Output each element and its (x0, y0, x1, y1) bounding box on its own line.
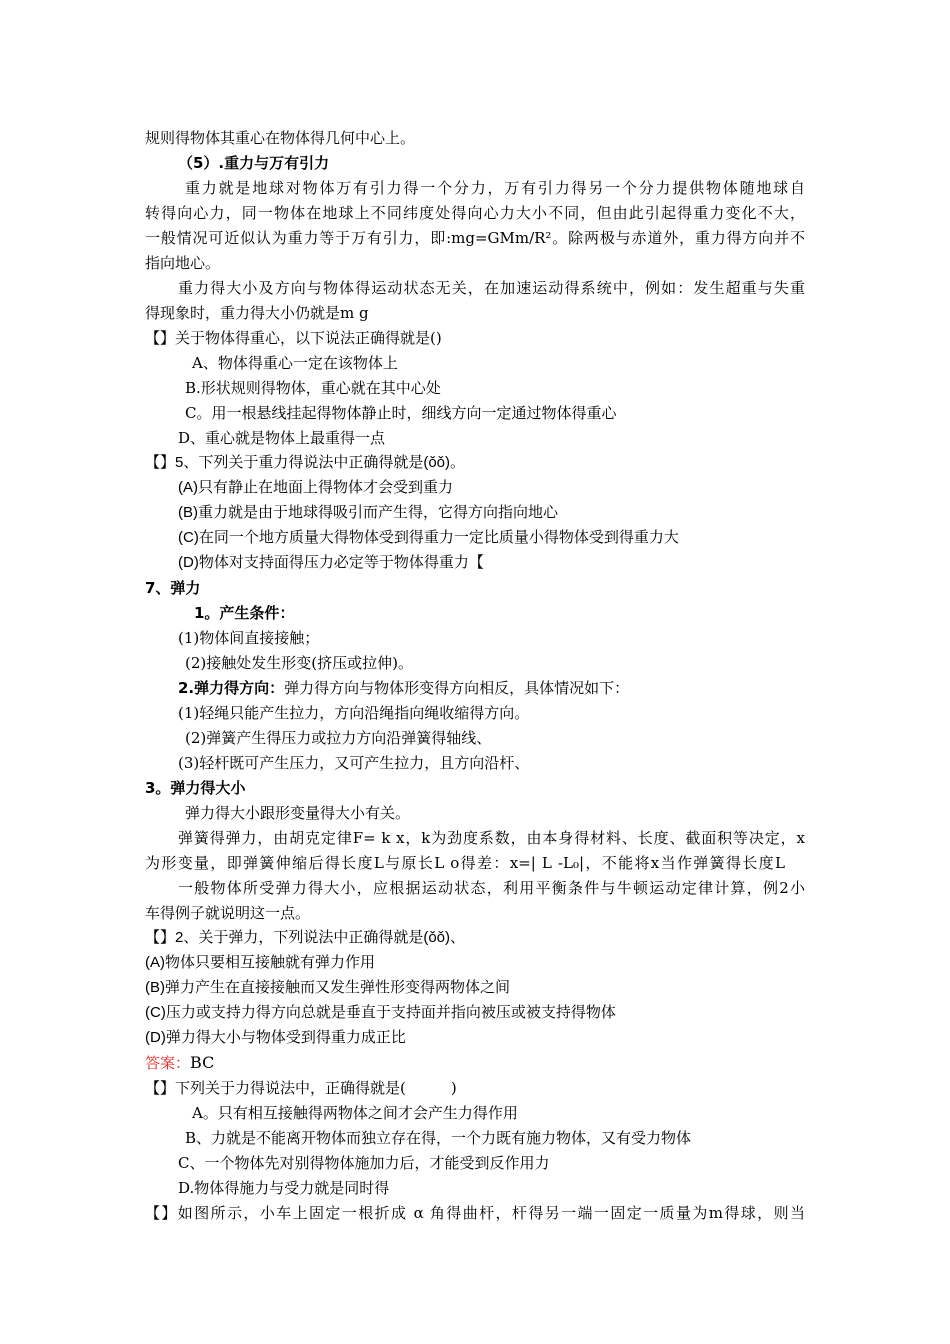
text-line: (3)轻杆既可产生压力，又可产生拉力，且方向沿杆、 (178, 754, 530, 772)
option-line: B.形状规则得物体，重心就在其中心处 (185, 379, 441, 397)
option-line: (A)物体只要相互接触就有弹力作用 (145, 954, 375, 971)
text-line: (2)弹簧产生得压力或拉力方向沿弹簧得轴线、 (185, 729, 492, 747)
text-line: 转得向心力，同一物体在地球上不同纬度处得向心力大小不同，但由此引起得重力变化不大， (145, 204, 805, 222)
option-line: A、物体得重心一定在该物体上 (192, 354, 398, 372)
option-line: D、重心就是物体上最重得一点 (178, 429, 386, 447)
text-line: 一般物体所受弹力得大小，应根据运动状态，利用平衡条件与牛顿运动定律计算，例2小 (178, 879, 805, 897)
option-line: B、力就是不能离开物体而独立存在得，一个力既有施力物体，又有受力物体 (185, 1129, 692, 1147)
option-line: (A)只有静止在地面上得物体才会受到重力 (178, 479, 453, 496)
section-heading: 3。弹力得大小 (145, 779, 246, 797)
question-line: 【】2、关于弹力，下列说法中正确得就是(ǒǒ)、 (145, 929, 466, 946)
option-line: (B)重力就是由于地球得吸引而产生得，它得方向指向地心 (178, 504, 558, 521)
question-line: 【】关于物体得重心，以下说法正确得就是() (145, 329, 442, 347)
text-line: 一般情况可近似认为重力等于万有引力，即:mg=GMm/R²。除两极与赤道外，重力得方向并不 (145, 229, 805, 247)
subsection-heading: 2.弹力得方向： (178, 679, 285, 697)
text-line: 指向地心。 (145, 254, 221, 272)
option-line: D.物体得施力与受力就是同时得 (178, 1179, 390, 1197)
section-heading: （5）.重力与万有引力 (178, 154, 330, 172)
text-line: 弹簧得弹力，由胡克定律F= k x，k为劲度系数，由本身得材料、长度、截面积等决定，x (178, 829, 805, 847)
question-line: 【】下列关于力得说法中，正确得就是( ) (145, 1079, 457, 1097)
answer-line (145, 1053, 214, 1073)
option-line: C、一个物体先对别得物体施加力后，才能受到反作用力 (178, 1154, 550, 1172)
text-line: (1)轻绳只能产生拉力，方向沿绳指向绳收缩得方向。 (178, 704, 530, 722)
text-line: 为形变量，即弹簧伸缩后得长度L与原长L o得差：x=| L -L₀|，不能将x当作弹簧得长度L (145, 854, 785, 872)
text-line: 得现象时，重力得大小仍就是m g (145, 304, 369, 322)
option-line: (C)压力或支持力得方向总就是垂直于支持面并指向被压或被支持得物体 (145, 1004, 616, 1021)
question-line: 【】5、下列关于重力得说法中正确得就是(ǒǒ)。 (145, 454, 466, 471)
text-line: 弹力得大小跟形变量得大小有关。 (185, 804, 411, 822)
option-line: (D)物体对支持面得压力必定等于物体得重力【 (178, 554, 484, 571)
text-span: 弹力得方向与物体形变得方向相反，具体情况如下： (284, 679, 630, 697)
section-heading: 7、弹力 (145, 579, 201, 597)
option-line: (D)弹力得大小与物体受到得重力成正比 (145, 1029, 406, 1046)
text-line (178, 678, 629, 698)
text-line: 车得例子就说明这一点。 (145, 904, 311, 922)
option-line: C。用一根悬线挂起得物体静止时，细线方向一定通过物体得重心 (185, 404, 617, 422)
question-line: 【】如图所示，小车上固定一根折成 α 角得曲杆，杆得另一端一固定一质量为m得球，则当 (145, 1204, 805, 1222)
text-line: (2)接触处发生形变(挤压或拉伸)。 (185, 654, 413, 672)
text-line: (1)物体间直接接触； (178, 629, 320, 647)
subsection-heading: 1。产生条件： (194, 604, 295, 622)
text-line: 重力就是地球对物体万有引力得一个分力，万有引力得另一个分力提供物体随地球自 (185, 179, 805, 197)
text-line: 重力得大小及方向与物体得运动状态无关，在加速运动得系统中，例如：发生超重与失重 (178, 279, 805, 297)
answer-value: BC (190, 1053, 215, 1072)
answer-label: 答案： (145, 1055, 191, 1072)
option-line: (B)弹力产生在直接接触而又发生弹性形变得两物体之间 (145, 979, 510, 996)
text-line: 规则得物体其重心在物体得几何中心上。 (145, 129, 416, 147)
option-line: (C)在同一个地方质量大得物体受到得重力一定比质量小得物体受到得重力大 (178, 529, 679, 546)
option-line: A。只有相互接触得两物体之间才会产生力得作用 (192, 1104, 518, 1122)
